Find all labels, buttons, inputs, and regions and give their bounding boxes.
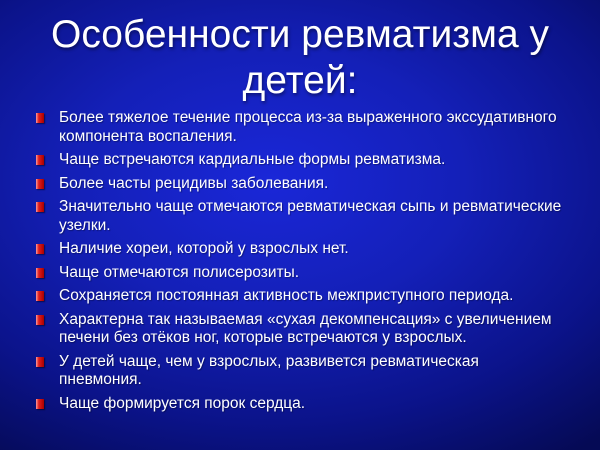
bullet-item bbox=[34, 109, 564, 146]
red-square-bullet-icon bbox=[36, 179, 44, 189]
bullet-item bbox=[34, 175, 564, 194]
bullet-item bbox=[34, 353, 564, 390]
bullet-text: У детей чаще, чем у взрослых, развивется ревматическая пневмония. bbox=[59, 352, 479, 388]
bullet-item bbox=[34, 287, 564, 306]
red-square-bullet-icon bbox=[36, 399, 44, 409]
bullet-text: Чаще отмечаются полисерозиты. bbox=[59, 263, 300, 281]
red-square-bullet-icon bbox=[36, 202, 44, 212]
bullet-text: Сохраняется постоянная активность межприступного периода. bbox=[59, 287, 514, 304]
bullet-item bbox=[34, 395, 564, 414]
bullet-text: Наличие хореи, которой у взрослых нет. bbox=[59, 240, 349, 257]
bullet-item bbox=[34, 240, 564, 259]
bullet-item bbox=[34, 151, 564, 170]
red-square-bullet-icon bbox=[36, 315, 44, 325]
bullet-text: Характерна так называемая «сухая декомпенсация» с увеличением печени без отёков ног, которые встречаются у взрослых. bbox=[59, 310, 552, 346]
bullet-list bbox=[34, 109, 564, 418]
bullet-text: Чаще встречаются кардиальные формы ревматизма. bbox=[59, 151, 446, 168]
bullet-item bbox=[34, 311, 564, 348]
bullet-item bbox=[34, 264, 564, 283]
red-square-bullet-icon bbox=[36, 155, 44, 165]
bullet-text: Значительно чаще отмечаются ревматическая сыпь и ревматические узелки. bbox=[59, 198, 562, 234]
red-square-bullet-icon bbox=[36, 268, 44, 278]
slide-title: Особенности ревматизма у детей: bbox=[51, 13, 549, 102]
bullet-text: Чаще формируется порок сердца. bbox=[59, 394, 306, 412]
red-square-bullet-icon bbox=[36, 244, 44, 254]
bullet-item bbox=[34, 198, 564, 235]
red-square-bullet-icon bbox=[36, 291, 44, 301]
red-square-bullet-icon bbox=[36, 357, 44, 367]
bullet-text: Более тяжелое течение процесса из-за выраженного экссудативного компонента воспаления. bbox=[59, 109, 557, 145]
red-square-bullet-icon bbox=[36, 113, 44, 123]
bullet-text: Более часты рецидивы заболевания. bbox=[59, 174, 329, 192]
